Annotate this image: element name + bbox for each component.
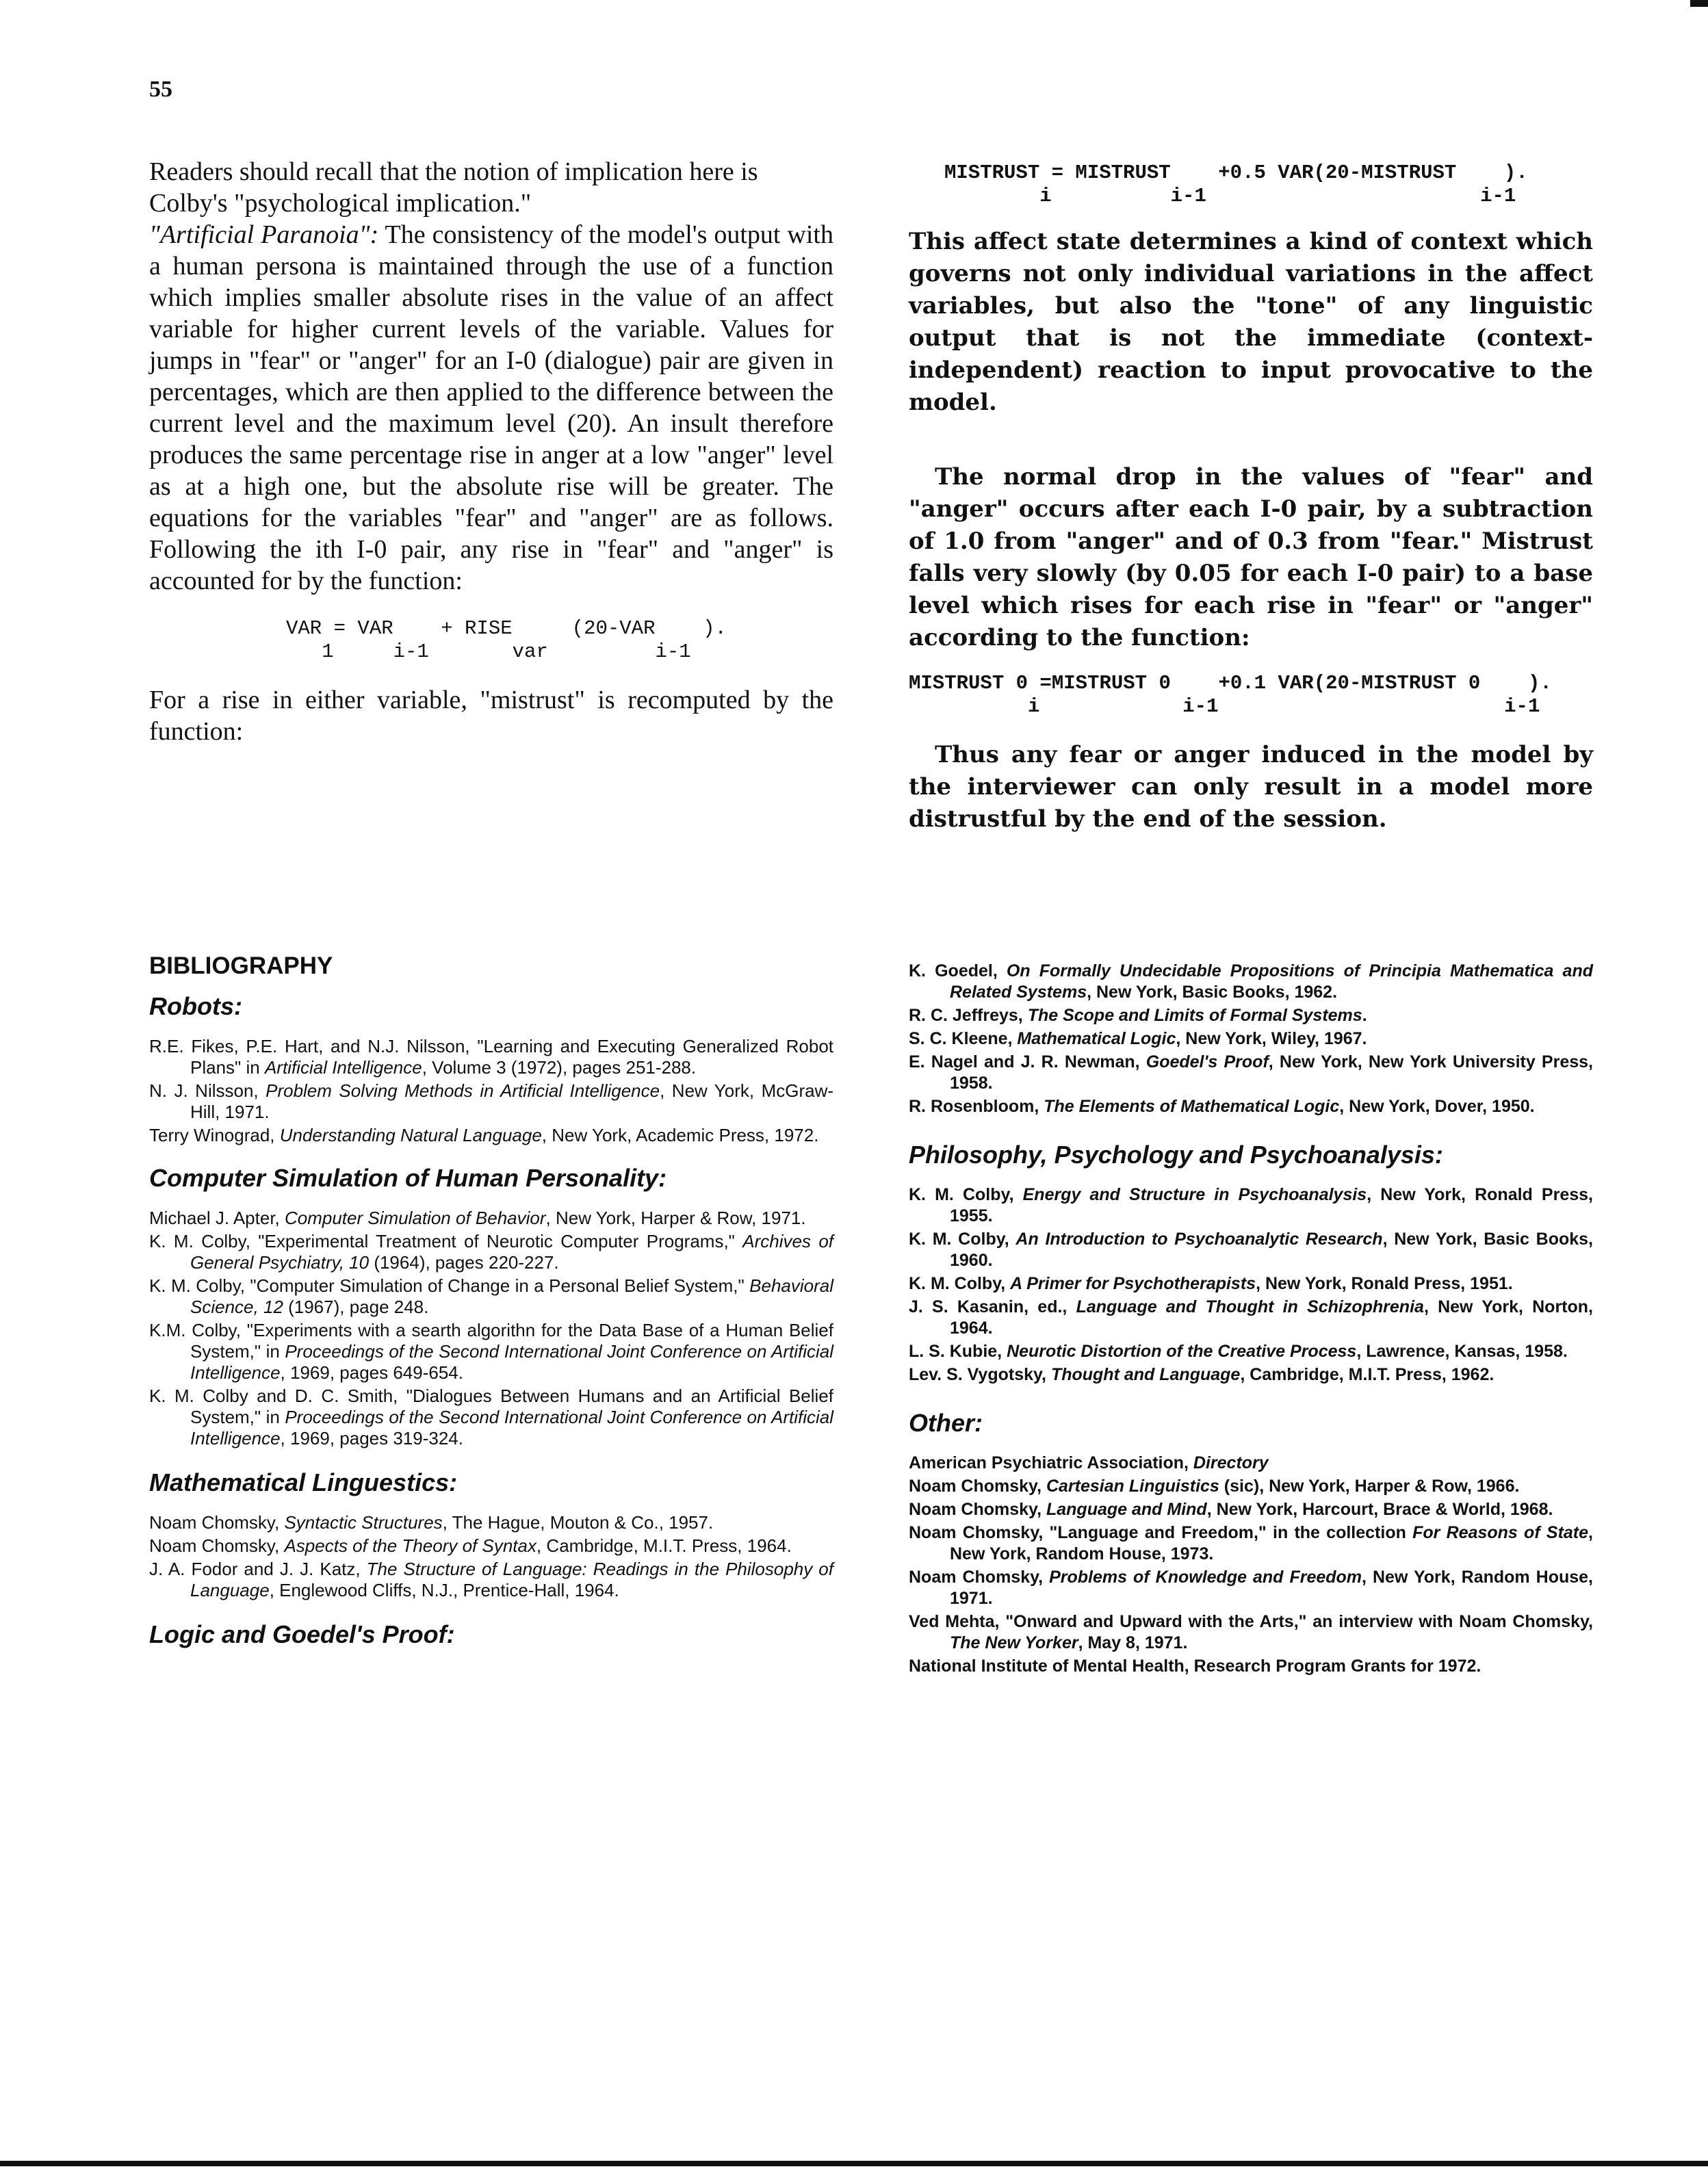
paragraph-normal-drop: The normal drop in the values of "fear" and "anger" occurs after each I-0 pair, by a subtraction of 1.0 from "anger" and of 0.3 from "fear." Mistrust falls very slowly (by 0.05 for each I-0 pair) to a base level which rises for each rise in "fear" or "anger" according to the function: xyxy=(909,463,1593,651)
reference-text: K. M. Colby, xyxy=(909,1185,1023,1204)
bottom-rule xyxy=(0,2161,1708,2166)
reference-title: Behavioral Science, 12 xyxy=(190,1275,833,1317)
reference-item xyxy=(149,1386,833,1449)
reference-text: Ved Mehta, "Onward and Upward with the Arts," an interview with Noam Chomsky, xyxy=(909,1612,1593,1631)
reference-text: Noam Chomsky, xyxy=(909,1568,1050,1587)
reference-text: . xyxy=(1362,1006,1367,1025)
reference-item xyxy=(149,1559,833,1601)
reference-text: , Volume 3 (1972), pages 251-288. xyxy=(422,1057,697,1078)
reference-item xyxy=(909,1052,1593,1094)
reference-text: , Lawrence, Kansas, 1958. xyxy=(1356,1342,1568,1361)
reference-title: For Reasons of State xyxy=(1412,1523,1589,1542)
reference-text: , New York, Basic Books, 1962. xyxy=(1087,983,1338,1002)
reference-item xyxy=(909,1453,1593,1474)
reference-title: The New Yorker xyxy=(950,1633,1078,1652)
reference-item xyxy=(909,1499,1593,1520)
equation-mistrust xyxy=(944,161,1593,208)
paragraph-artificial-paranoia xyxy=(149,219,833,597)
page-number: 55 xyxy=(149,77,172,102)
paragraph-affect-state: This affect state determines a kind of context which governs not only individual variations in the affect variables, but also the "tone" of any linguistic output that is not the immediate (context-independent) reaction to input provocative to the model. xyxy=(909,228,1593,416)
bibliography-right xyxy=(909,961,1593,1679)
reference-item xyxy=(149,1320,833,1384)
reference-title: A Primer for Psychotherapists xyxy=(1010,1274,1256,1293)
reference-list xyxy=(149,1208,833,1449)
equation-subscripts: 1 i-1 var i-1 xyxy=(286,640,691,663)
reference-title: Artificial Intelligence xyxy=(264,1057,422,1078)
reference-text: K. Goedel, xyxy=(909,961,1007,980)
reference-text: Noam Chomsky, "Language and Freedom," in the collection xyxy=(909,1523,1413,1542)
reference-text: S. C. Kleene, xyxy=(909,1029,1018,1048)
reference-text: , New York, McGraw-Hill, 1971. xyxy=(190,1080,833,1122)
reference-title: Language and Mind xyxy=(1046,1500,1207,1519)
reference-item xyxy=(909,1522,1593,1565)
reference-text: (sic), New York, Harper & Row, 1966. xyxy=(1219,1477,1520,1496)
reference-text: , May 8, 1971. xyxy=(1078,1633,1188,1652)
reference-text: Michael J. Apter, xyxy=(149,1208,285,1228)
reference-text: Noam Chomsky, xyxy=(909,1477,1046,1496)
reference-item xyxy=(909,1096,1593,1117)
reference-text: National Institute of Mental Health, Research Program Grants for 1972. xyxy=(909,1657,1481,1676)
reference-text: , New York, Harcourt, Brace & World, 1968. xyxy=(1206,1500,1553,1519)
equation-subscripts: i i-1 i-1 xyxy=(909,695,1540,718)
reference-text: , 1969, pages 319-324. xyxy=(280,1428,463,1449)
reference-title: The Structure of Language: Readings in the Philosophy of Language xyxy=(190,1559,833,1600)
reference-title: Proceedings of the Second International Joint Conference on Artificial Intelligence xyxy=(190,1341,833,1383)
reference-list xyxy=(149,1036,833,1146)
reference-text: , New York, Harper & Row, 1971. xyxy=(545,1208,806,1228)
equation-line: MISTRUST 0 =MISTRUST 0 +0.1 VAR(20-MISTRUST 0 ). xyxy=(909,672,1552,694)
reference-item xyxy=(149,1275,833,1318)
reference-title: An Introduction to Psychoanalytic Research xyxy=(1015,1230,1383,1249)
reference-text: Noam Chomsky, xyxy=(149,1512,285,1533)
reference-text: E. Nagel and J. R. Newman, xyxy=(909,1052,1146,1071)
section-heading-linguistics: Mathematical Linguestics: xyxy=(149,1468,458,1496)
reference-item xyxy=(909,1611,1593,1654)
reference-title: Computer Simulation of Behavior xyxy=(284,1208,546,1228)
reference-title: Energy and Structure in Psychoanalysis xyxy=(1022,1185,1367,1204)
reference-item xyxy=(149,1036,833,1078)
reference-title: Aspects of the Theory of Syntax xyxy=(284,1535,536,1556)
equation-var xyxy=(286,617,833,664)
reference-title: Archives of General Psychiatry, 10 xyxy=(190,1231,834,1273)
reference-text: , Cambridge, M.I.T. Press, 1964. xyxy=(536,1535,792,1556)
reference-text: K. M. Colby and D. C. Smith, "Dialogues Between Humans and an Artificial Belief System," in xyxy=(149,1386,833,1427)
section-heading-robots: Robots: xyxy=(149,992,242,1020)
reference-list xyxy=(909,1184,1593,1386)
reference-item xyxy=(909,1567,1593,1609)
reference-text: (1964), pages 220-227. xyxy=(369,1252,559,1273)
reference-list xyxy=(909,1453,1593,1677)
reference-text: , The Hague, Mouton & Co., 1957. xyxy=(442,1512,714,1533)
paragraph-conclusion: Thus any fear or anger induced in the model by the interviewer can only result in a model more distrustful by the end of the session. xyxy=(909,741,1593,833)
reference-text: K. M. Colby, "Computer Simulation of Change in a Personal Belief System," xyxy=(149,1275,750,1296)
bibliography-heading: BIBLIOGRAPHY xyxy=(149,952,333,979)
reference-item xyxy=(149,1080,833,1123)
reference-item xyxy=(909,1476,1593,1497)
reference-text: J. S. Kasanin, ed., xyxy=(909,1297,1076,1316)
reference-text: , New York, Norton, 1964. xyxy=(950,1297,1593,1338)
reference-item xyxy=(909,1364,1593,1386)
paragraph-implication: Readers should recall that the notion of implication here is Colby's "psychological implication." xyxy=(149,157,758,218)
reference-title: The Scope and Limits of Formal Systems xyxy=(1027,1006,1362,1025)
reference-text: J. A. Fodor and J. J. Katz, xyxy=(149,1559,367,1579)
reference-item xyxy=(149,1125,833,1146)
reference-title: Thought and Language xyxy=(1050,1365,1241,1384)
reference-text: Lev. S. Vygotsky, xyxy=(909,1365,1051,1384)
left-text-column xyxy=(149,156,833,747)
reference-title: Understanding Natural Language xyxy=(279,1125,542,1145)
equation-line: VAR = VAR + RISE (20-VAR ). xyxy=(286,617,727,640)
reference-item xyxy=(149,1512,833,1533)
reference-text: R.E. Fikes, P.E. Hart, and N.J. Nilsson, "Learning and Executing Generalized Robot Plans" in xyxy=(149,1036,833,1078)
reference-title: Cartesian Linguistics xyxy=(1046,1477,1219,1496)
reference-text: Terry Winograd, xyxy=(149,1125,280,1145)
paragraph-body: The consistency of the model's output with a human persona is maintained through the use of a function which implies smaller absolute rises in the value of an affect variable for higher current levels of the variable. Values for jumps in "fear" or "anger" for an I-0 (dialogue) pair are given in percentages, which are then applied to the difference between the current level and the maximum level (20). An insult therefore produces the same percentage rise in anger at a low "anger" level as at a high one, but the absolute rise will be greater. The equations for the variables "fear" and "anger" are as follows. Following the ith I-0 pair, any rise in "fear" and "anger" is accounted for by the function: xyxy=(149,220,833,595)
reference-title: Problem Solving Methods in Artificial Intelligence xyxy=(266,1080,660,1101)
reference-item xyxy=(909,1229,1593,1271)
bibliography-left xyxy=(149,952,833,1649)
reference-text: , New York, Dover, 1950. xyxy=(1339,1097,1535,1116)
reference-text: R. Rosenbloom, xyxy=(909,1097,1044,1116)
reference-text: K. M. Colby, xyxy=(909,1230,1016,1249)
reference-title: On Formally Undecidable Propositions of Principia Mathematica and Related Systems xyxy=(950,961,1593,1002)
reference-text: Noam Chomsky, xyxy=(149,1535,285,1556)
reference-item xyxy=(149,1535,833,1557)
paragraph-lead: "Artificial Paranoia": xyxy=(149,220,379,249)
reference-text: (1967), page 248. xyxy=(283,1297,429,1317)
reference-item xyxy=(909,1273,1593,1295)
reference-item xyxy=(909,1184,1593,1227)
reference-title: Problems of Knowledge and Freedom xyxy=(1049,1568,1362,1587)
equation-line: MISTRUST = MISTRUST +0.5 VAR(20-MISTRUST ). xyxy=(944,161,1528,184)
equation-mistrust-base xyxy=(909,672,1593,718)
reference-text: , New York, Academic Press, 1972. xyxy=(541,1125,819,1145)
section-heading-other: Other: xyxy=(909,1409,983,1437)
reference-title: Neurotic Distortion of the Creative Process xyxy=(1007,1342,1357,1361)
reference-text: , New York, Ronald Press, 1955. xyxy=(950,1185,1593,1225)
reference-item xyxy=(149,1231,833,1273)
reference-item xyxy=(909,961,1593,1003)
reference-text: , Englewood Cliffs, N.J., Prentice-Hall, 1964. xyxy=(269,1580,619,1600)
reference-list xyxy=(149,1512,833,1601)
reference-text: N. J. Nilsson, xyxy=(149,1080,266,1101)
reference-item xyxy=(149,1208,833,1229)
reference-text: , New York, Random House, 1973. xyxy=(950,1523,1593,1563)
reference-text: L. S. Kubie, xyxy=(909,1342,1007,1361)
reference-title: The Elements of Mathematical Logic xyxy=(1044,1097,1340,1116)
reference-text: , New York, Ronald Press, 1951. xyxy=(1256,1274,1513,1293)
reference-title: Directory xyxy=(1193,1453,1269,1472)
right-text-column xyxy=(909,161,1593,835)
reference-item xyxy=(909,1341,1593,1362)
reference-text: K. M. Colby, "Experimental Treatment of Neurotic Computer Programs," xyxy=(149,1231,743,1251)
reference-text: American Psychiatric Association, xyxy=(909,1453,1193,1472)
reference-item xyxy=(909,1005,1593,1026)
reference-title: Goedel's Proof xyxy=(1146,1052,1269,1071)
paragraph-mistrust: For a rise in either variable, "mistrust" is recomputed by the function: xyxy=(149,686,833,746)
reference-text: R. C. Jeffreys, xyxy=(909,1006,1028,1025)
reference-text: , New York, Wiley, 1967. xyxy=(1176,1029,1367,1048)
section-heading-philosophy: Philosophy, Psychology and Psychoanalysis: xyxy=(909,1141,1443,1169)
reference-text: , Cambridge, M.I.T. Press, 1962. xyxy=(1240,1365,1494,1384)
reference-text: K.M. Colby, "Experiments with a searth algorithn for the Data Base of a Human Belief System," in xyxy=(149,1320,833,1362)
reference-title: Mathematical Logic xyxy=(1017,1029,1176,1048)
reference-text: , New York, New York University Press, 1958. xyxy=(950,1052,1593,1093)
reference-title: Syntactic Structures xyxy=(284,1512,443,1533)
reference-text: Noam Chomsky, xyxy=(909,1500,1046,1519)
reference-text: K. M. Colby, xyxy=(909,1274,1011,1293)
reference-item xyxy=(909,1297,1593,1339)
equation-subscripts: i i-1 i-1 xyxy=(944,185,1516,207)
reference-item xyxy=(909,1656,1593,1677)
reference-list xyxy=(909,961,1593,1117)
reference-item xyxy=(909,1028,1593,1050)
section-heading-logic: Logic and Goedel's Proof: xyxy=(149,1620,455,1648)
reference-text: , New York, Random House, 1971. xyxy=(950,1568,1594,1608)
reference-title: Proceedings of the Second International Joint Conference on Artificial Intelligence xyxy=(190,1407,833,1449)
scan-edge-mark xyxy=(1690,0,1708,7)
reference-text: , New York, Basic Books, 1960. xyxy=(950,1230,1593,1270)
reference-text: , 1969, pages 649-654. xyxy=(280,1362,463,1383)
section-heading-personality: Computer Simulation of Human Personality: xyxy=(149,1164,667,1192)
reference-title: Language and Thought in Schizophrenia xyxy=(1076,1297,1424,1316)
